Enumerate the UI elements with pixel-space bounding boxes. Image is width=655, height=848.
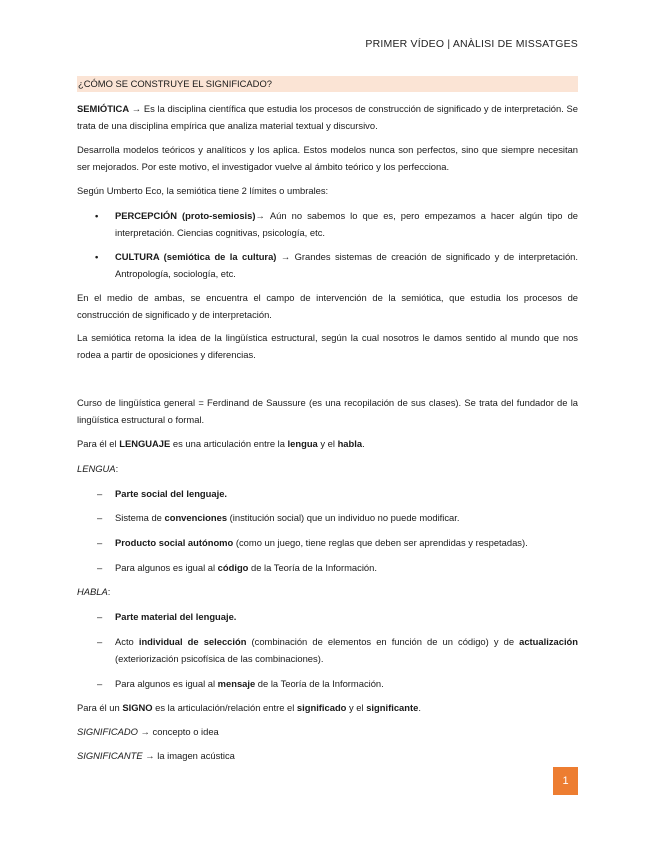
page-header: PRIMER VÍDEO | ANÀLISI DE MISSATGES xyxy=(365,38,578,50)
label-lengua: LENGUA xyxy=(77,463,116,474)
dash-icon: – xyxy=(97,537,103,548)
item-bold: convenciones xyxy=(164,512,228,523)
item-bold: mensaje xyxy=(217,678,256,689)
term-significante: significante xyxy=(366,702,419,713)
dash-icon: – xyxy=(97,636,103,647)
text-segment: y el xyxy=(317,438,338,449)
lengua-item xyxy=(77,510,578,527)
paragraph-medio: En el medio de ambas, se encuentra el campo de intervención de la semiótica, que estudia los procesos de construcción de significado y de interpretación. xyxy=(77,292,578,320)
item-text: Para algunos es igual al xyxy=(115,678,218,689)
dash-icon: – xyxy=(97,562,103,573)
paragraph-eco: Según Umberto Eco, la semiótica tiene 2 límites o umbrales: xyxy=(77,185,329,196)
text-segment: . xyxy=(362,438,365,449)
def-text: la imagen acústica xyxy=(157,750,235,761)
arrow-icon: → xyxy=(276,251,295,262)
definition-significante xyxy=(77,748,578,765)
arrow-icon: → xyxy=(137,726,153,737)
term-signo: SIGNO xyxy=(122,702,153,713)
definition-significado xyxy=(77,724,578,741)
item-bold: individual de selección xyxy=(138,636,247,647)
heading-habla xyxy=(77,584,578,601)
item-text: (combinación de elementos en función de un código) y de xyxy=(246,636,520,647)
habla-item xyxy=(77,609,578,626)
item-text: (exteriorización psicofísica de las combinaciones). xyxy=(115,652,324,664)
item-bold: Producto social autónomo xyxy=(115,537,234,548)
colon: : xyxy=(115,463,119,474)
bullet-term: PERCEPCIÓN (proto-semiosis) xyxy=(115,210,256,221)
term-habla: habla xyxy=(337,438,363,449)
bullet-percepcion xyxy=(77,208,578,241)
item-bold: actualización xyxy=(519,636,578,647)
item-bold: Parte social del lenguaje. xyxy=(115,488,228,499)
term-significado: significado xyxy=(296,702,347,713)
arrow-icon: → xyxy=(255,210,270,221)
item-text: Acto xyxy=(115,636,139,647)
bullet-cultura xyxy=(77,249,578,282)
paragraph-modelos: Desarrolla modelos teóricos y analíticos y los aplica. Estos modelos nunca son perfectos, sino que siempre necesitan ser mejorados. Por este motivo, el investigador vuelve al ámbito teórico y los perfecciona. xyxy=(77,144,578,172)
heading-lengua xyxy=(77,461,578,478)
dash-icon: – xyxy=(97,678,103,689)
paragraph-semiotica xyxy=(77,101,578,134)
item-text: Para algunos es igual al xyxy=(115,562,218,573)
dash-icon: – xyxy=(97,512,103,523)
section-title: ¿CÓMO SE CONSTRUYE EL SIGNIFICADO? xyxy=(77,76,578,92)
bullet-term: CULTURA (semiótica de la cultura) xyxy=(115,251,277,262)
def-term: SIGNIFICADO xyxy=(77,726,138,737)
text-segment: es la articulación/relación entre el xyxy=(152,702,297,713)
def-text: concepto o idea xyxy=(152,726,219,737)
text-segment: y el xyxy=(346,702,367,713)
lengua-item xyxy=(77,535,578,552)
term-semiotica: SEMIÓTICA xyxy=(77,103,130,114)
item-text: de la Teoría de la Información. xyxy=(255,678,384,689)
def-term: SIGNIFICANTE xyxy=(77,750,143,761)
paragraph-lenguaje xyxy=(77,436,578,453)
term-lengua: lengua xyxy=(287,438,318,449)
paragraph-text: Es la disciplina científica que estudia los procesos de construcción de significado y de interpretación. Se trata de una disciplina empírica que analiza material textual y discursivo. xyxy=(77,103,578,131)
habla-item xyxy=(77,676,578,693)
item-text: Sistema de xyxy=(115,512,165,523)
item-bold: Parte material del lenguaje. xyxy=(115,611,237,622)
paragraph-signo xyxy=(77,700,578,717)
text-segment: Para él el xyxy=(77,438,120,449)
text-segment: es una articulación entre la xyxy=(170,438,288,449)
dash-icon: – xyxy=(97,488,103,499)
lengua-item xyxy=(77,486,578,503)
paragraph-saussure: Curso de lingüística general = Ferdinand de Saussure (es una recopilación de sus clases). Se trata del fundador de la lingüística estructural o formal. xyxy=(77,397,578,425)
bullet-text: Aún no sabemos lo que es, pero empezamos a hacer algún tipo de interpretación. Ciencias cognitivas, psicología, etc. xyxy=(115,210,578,238)
page-number-badge: 1 xyxy=(553,767,578,795)
arrow-icon: → xyxy=(129,103,144,114)
item-text: de la Teoría de la Información. xyxy=(248,562,377,573)
paragraph-linguistica: La semiótica retoma la idea de la lingüística estructural, según la cual nosotros le damos sentido al mundo que nos rodea a partir de oposiciones y diferencias. xyxy=(77,332,578,360)
bullet-text: Grandes sistemas de creación de significado y de interpretación. Antropología, sociología, etc. xyxy=(115,251,578,279)
term-lenguaje: LENGUAJE xyxy=(119,438,171,449)
lengua-item xyxy=(77,560,578,577)
dash-icon: – xyxy=(97,611,103,622)
colon: : xyxy=(107,586,111,597)
item-text: (como un juego, tiene reglas que deben ser aprendidas y respetadas). xyxy=(233,537,528,548)
label-habla: HABLA xyxy=(77,586,108,597)
habla-item xyxy=(77,634,578,667)
text-segment: . xyxy=(418,702,421,713)
bullet-icon: • xyxy=(95,251,99,262)
text-segment: Para él un xyxy=(77,702,123,713)
bullet-icon: • xyxy=(95,210,99,221)
item-text: (institución social) que un individuo no puede modificar. xyxy=(227,512,460,523)
arrow-icon: → xyxy=(142,750,158,761)
item-bold: código xyxy=(217,562,249,573)
